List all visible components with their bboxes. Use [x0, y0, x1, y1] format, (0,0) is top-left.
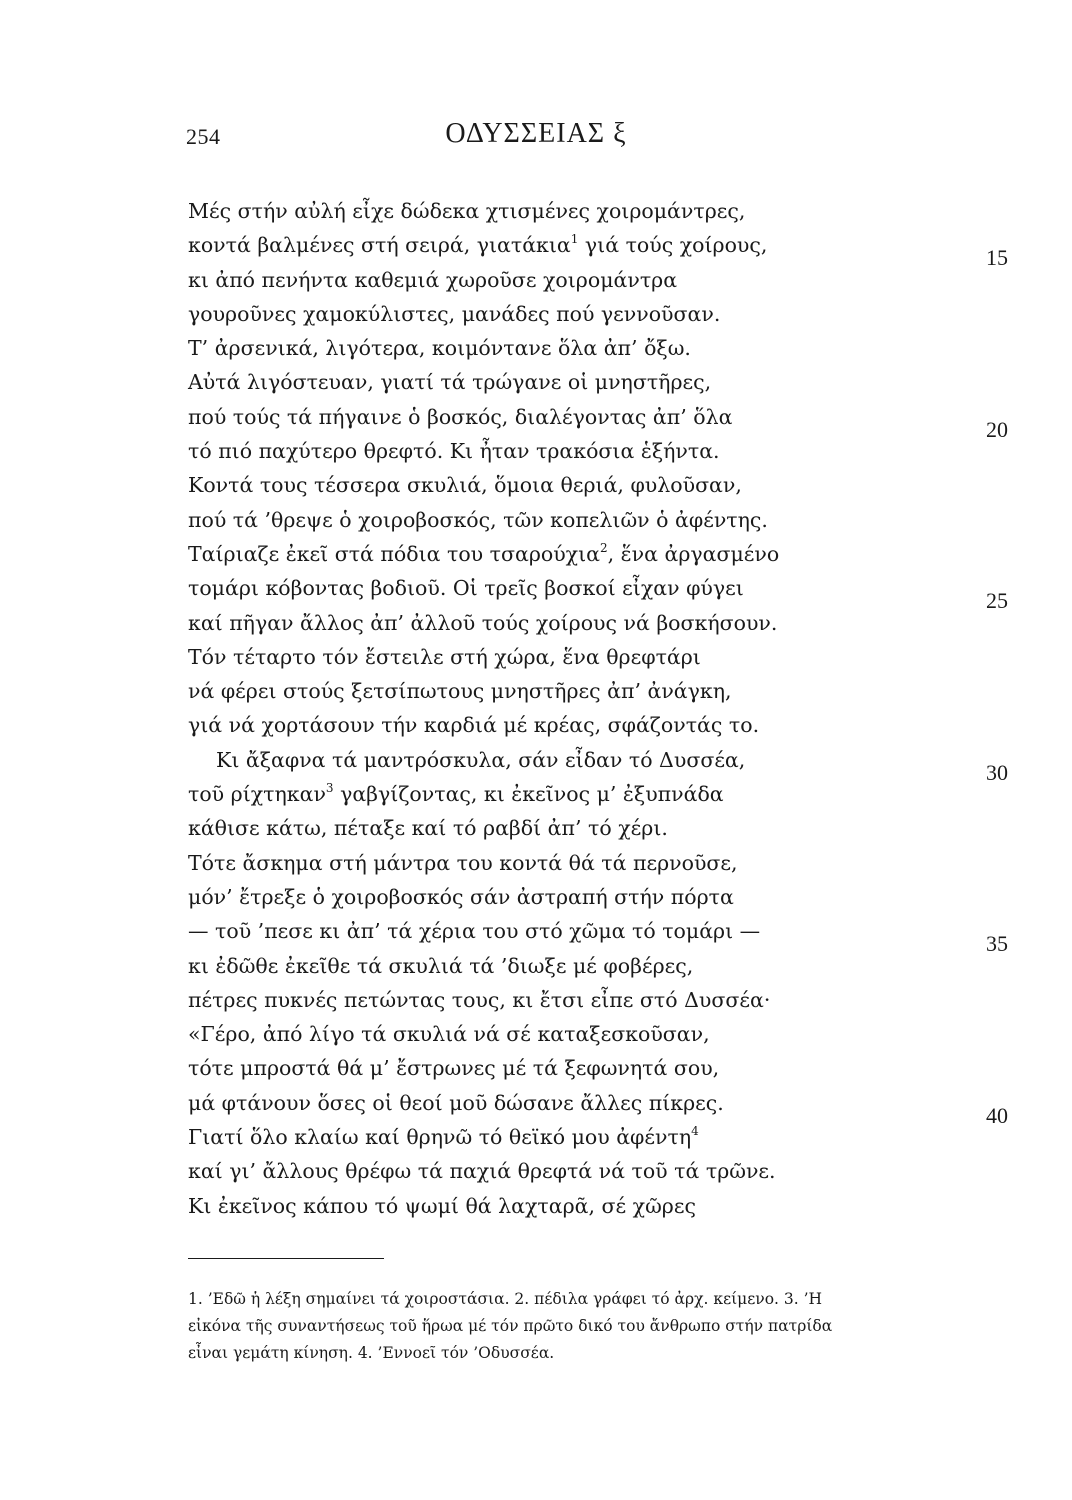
verse-text-main: πέτρες πυκνές πετώντας τους, κι ἔτσι εἶπε στό Δυσσέα· [188, 987, 771, 1012]
verse-line [188, 228, 1048, 271]
verse-line [188, 503, 1048, 537]
verse-line [188, 708, 1048, 742]
verse-text-main: μά φτάνουν ὅσες οἱ θεοί μοῦ δώσανε ἄλλες πίκρες. [188, 1090, 724, 1115]
verse-line [188, 1051, 1048, 1085]
line-number: 30 [986, 759, 1008, 785]
verse-line [188, 365, 1048, 399]
verse-line [188, 640, 1048, 674]
verse-text [188, 468, 742, 502]
verse-line [188, 743, 1048, 785]
verse-line [188, 1120, 1048, 1154]
verse-text-main: Τ’ ἀρσενικά, λιγότερα, κοιμόντανε ὅλα ἀπ’ ὄξω. [188, 336, 691, 361]
verse-text-main: — τοῦ ’πεσε κι ἀπ’ τά χέρια του στό χῶμα τό τομάρι — [188, 919, 761, 944]
verse-line [188, 468, 1048, 502]
verse-text [188, 331, 691, 365]
verse-text-after: γιά τούς χοίρους, [578, 233, 768, 258]
footnote-line: 1. ’Εδῶ ἡ λέξη σημαίνει τά χοιροστάσια. 2. πέδιλα γράφει τό ἀρχ. κείμενο. 3. ’Η [188, 1290, 823, 1308]
verse-text-main: Κι ἐκεῖνος κάπου τό ψωμί θά λαχταρᾶ, σέ χῶρες [188, 1193, 696, 1218]
verse-text-main: Μές στήν αὐλή εἶχε δώδεκα χτισμένες χοιρομάντρες, [188, 199, 746, 223]
verse-text [188, 297, 720, 331]
verse-text-main: κοντά βαλμένες στή σειρά, γιατάκια [188, 233, 571, 258]
verse-line [188, 1189, 1048, 1223]
verse-text-main: καί πῆγαν ἄλλος ἀπ’ ἀλλοῦ τούς χοίρους νά βοσκήσουν. [188, 610, 778, 635]
line-number: 25 [986, 588, 1008, 614]
verse-text-main: Τόν τέταρτο τόν ἔστειλε στή χώρα, ἕνα θρεφτάρι [188, 644, 701, 669]
verse-text [188, 743, 745, 777]
verse-text [188, 228, 767, 262]
verse-text [188, 777, 724, 811]
verse-text-main: κι ἀπό πενήντα καθεμιά χωροῦσε χοιρομάντρα [188, 267, 678, 292]
verse-line [188, 606, 1048, 640]
verse-text-main: κάθισε κάτω, πέταξε καί τό ραβδί ἀπ’ τό χέρι. [188, 816, 668, 841]
footnotes [188, 1286, 1028, 1367]
verse-text [188, 606, 777, 640]
poem-text [188, 194, 1048, 1223]
verse-text-main: τότε μπροστά θά μ’ ἔστρωνες μέ τά ξεφωνητά σου, [188, 1056, 720, 1081]
verse-text [188, 880, 734, 914]
verse-text [188, 1086, 724, 1120]
running-title: ΟΔΥΣΣΕΙΑΣ ξ [445, 118, 627, 149]
verse-text-main: Τότε ἄσκημα στή μάντρα του κοντά θά τά περνοῦσε, [188, 850, 738, 875]
page-number: 254 [186, 124, 221, 149]
verse-text [188, 537, 779, 571]
verse-line [188, 846, 1048, 880]
verse-text-main: γιά νά χορτάσουν τήν καρδιά μέ κρέας, σφάζοντάς το. [188, 713, 760, 738]
verse-text [188, 1051, 719, 1085]
verse-text-main: τοῦ ρίχτηκαν [188, 782, 326, 807]
verse-text-main: μόν’ ἔτρεξε ὁ χοιροβοσκός σάν ἀστραπή στήν πόρτα [188, 884, 734, 909]
footnote-marker: 1 [570, 232, 579, 247]
verse-line [188, 949, 1048, 983]
verse-text-main: «Γέρο, ἀπό λίγο τά σκυλιά νά σέ καταξεσκοῦσαν, [188, 1022, 710, 1047]
verse-text [188, 914, 760, 948]
verse-line [188, 263, 1048, 297]
verse-text-main: πού τούς τά πήγαινε ὁ βοσκός, διαλέγοντας ἀπ’ ὅλα [188, 404, 733, 429]
verse-text-main: Κοντά τους τέσσερα σκυλιά, ὅμοια θεριά, φυλοῦσαν, [188, 473, 742, 498]
verse-line [188, 400, 1048, 442]
verse-text-main: κι ἐδῶθε ἐκεῖθε τά σκυλιά τά ’διωξε μέ φοβέρες, [188, 953, 694, 978]
line-number: 15 [986, 245, 1008, 271]
verse-line [188, 777, 1048, 811]
footnote-marker: 4 [691, 1124, 699, 1139]
verse-line [188, 194, 1048, 228]
verse-line [188, 1086, 1048, 1128]
verse-line [188, 1017, 1048, 1051]
footnote-marker: 3 [325, 781, 334, 796]
verse-text-main: τό πιό παχύτερο θρεφτό. Κι ἦταν τρακόσια ἑξήντα. [188, 439, 720, 464]
verse-line [188, 811, 1048, 845]
verse-text [188, 983, 770, 1017]
verse-text [188, 434, 720, 468]
verse-text [188, 503, 768, 537]
verse-text [188, 194, 745, 228]
verse-line [188, 331, 1048, 365]
verse-text-main: Γιατί ὅλο κλαίω καί θρηνῶ τό θεϊκό μου ἀφέντη [188, 1125, 692, 1150]
verse-text [188, 263, 677, 297]
verse-line [188, 297, 1048, 331]
verse-text [188, 365, 711, 399]
verse-line [188, 983, 1048, 1017]
verse-text [188, 1017, 710, 1051]
verse-text [188, 571, 744, 605]
verse-text [188, 400, 732, 434]
page-header [0, 118, 1072, 158]
line-number: 40 [986, 1102, 1008, 1128]
verse-text [188, 1120, 699, 1154]
verse-text-main: Κι ἄξαφνα τά μαντρόσκυλα, σάν εἶδαν τό Δυσσέα, [216, 747, 746, 772]
footnote-line: εἰκόνα τῆς συναντήσεως τοῦ ἥρωα μέ τόν πρῶτο δικό του ἄνθρωπο στήν πατρίδα [188, 1317, 833, 1335]
verse-text-main: νά φέρει στούς ξετσίπωτους μνηστῆρες ἀπ’ ἀνάγκη, [188, 679, 732, 704]
verse-text-main: πού τά ’θρεψε ὁ χοιροβοσκός, τῶν κοπελιῶν ὁ ἀφέντης. [188, 507, 768, 532]
verse-text-after: , ἕνα ἀργασμένο [607, 541, 780, 566]
verse-text [188, 949, 693, 983]
verse-text-main: Ταίριαζε ἐκεῖ στά πόδια του τσαρούχια [188, 541, 600, 566]
verse-text-main: γουροῦνες χαμοκύλιστες, μανάδες πού γεννοῦσαν. [188, 301, 721, 326]
verse-text [188, 708, 759, 742]
verse-text [188, 846, 738, 880]
verse-line [188, 434, 1048, 468]
verse-line [188, 571, 1048, 614]
verse-text [188, 674, 732, 708]
verse-text [188, 1154, 776, 1188]
verse-text [188, 640, 701, 674]
verse-line [188, 914, 1048, 957]
footnote-rule [188, 1258, 384, 1259]
verse-text-main: καί γι’ ἄλλους θρέφω τά παχιά θρεφτά νά τοῦ τά τρῶνε. [188, 1159, 776, 1184]
footnote-marker: 2 [599, 540, 608, 555]
line-number: 20 [986, 416, 1008, 442]
verse-line [188, 1154, 1048, 1188]
verse-line [188, 880, 1048, 914]
verse-text-after: γαβγίζοντας, κι ἐκεῖνος μ’ ἐξυπνάδα [333, 782, 724, 807]
verse-text [188, 811, 668, 845]
footnote-line: εἶναι γεμάτη κίνηση. 4. ’Εννοεῖ τόν ’Οδυσσέα. [188, 1344, 555, 1362]
verse-line [188, 537, 1048, 571]
verse-text-main: τομάρι κόβοντας βοδιοῦ. Οἱ τρεῖς βοσκοί εἶχαν φύγει [188, 576, 744, 601]
verse-line [188, 674, 1048, 708]
line-number: 35 [986, 931, 1008, 957]
verse-text-main: Αὐτά λιγόστευαν, γιατί τά τρώγανε οἱ μνηστῆρες, [188, 370, 712, 395]
verse-text [188, 1189, 696, 1223]
